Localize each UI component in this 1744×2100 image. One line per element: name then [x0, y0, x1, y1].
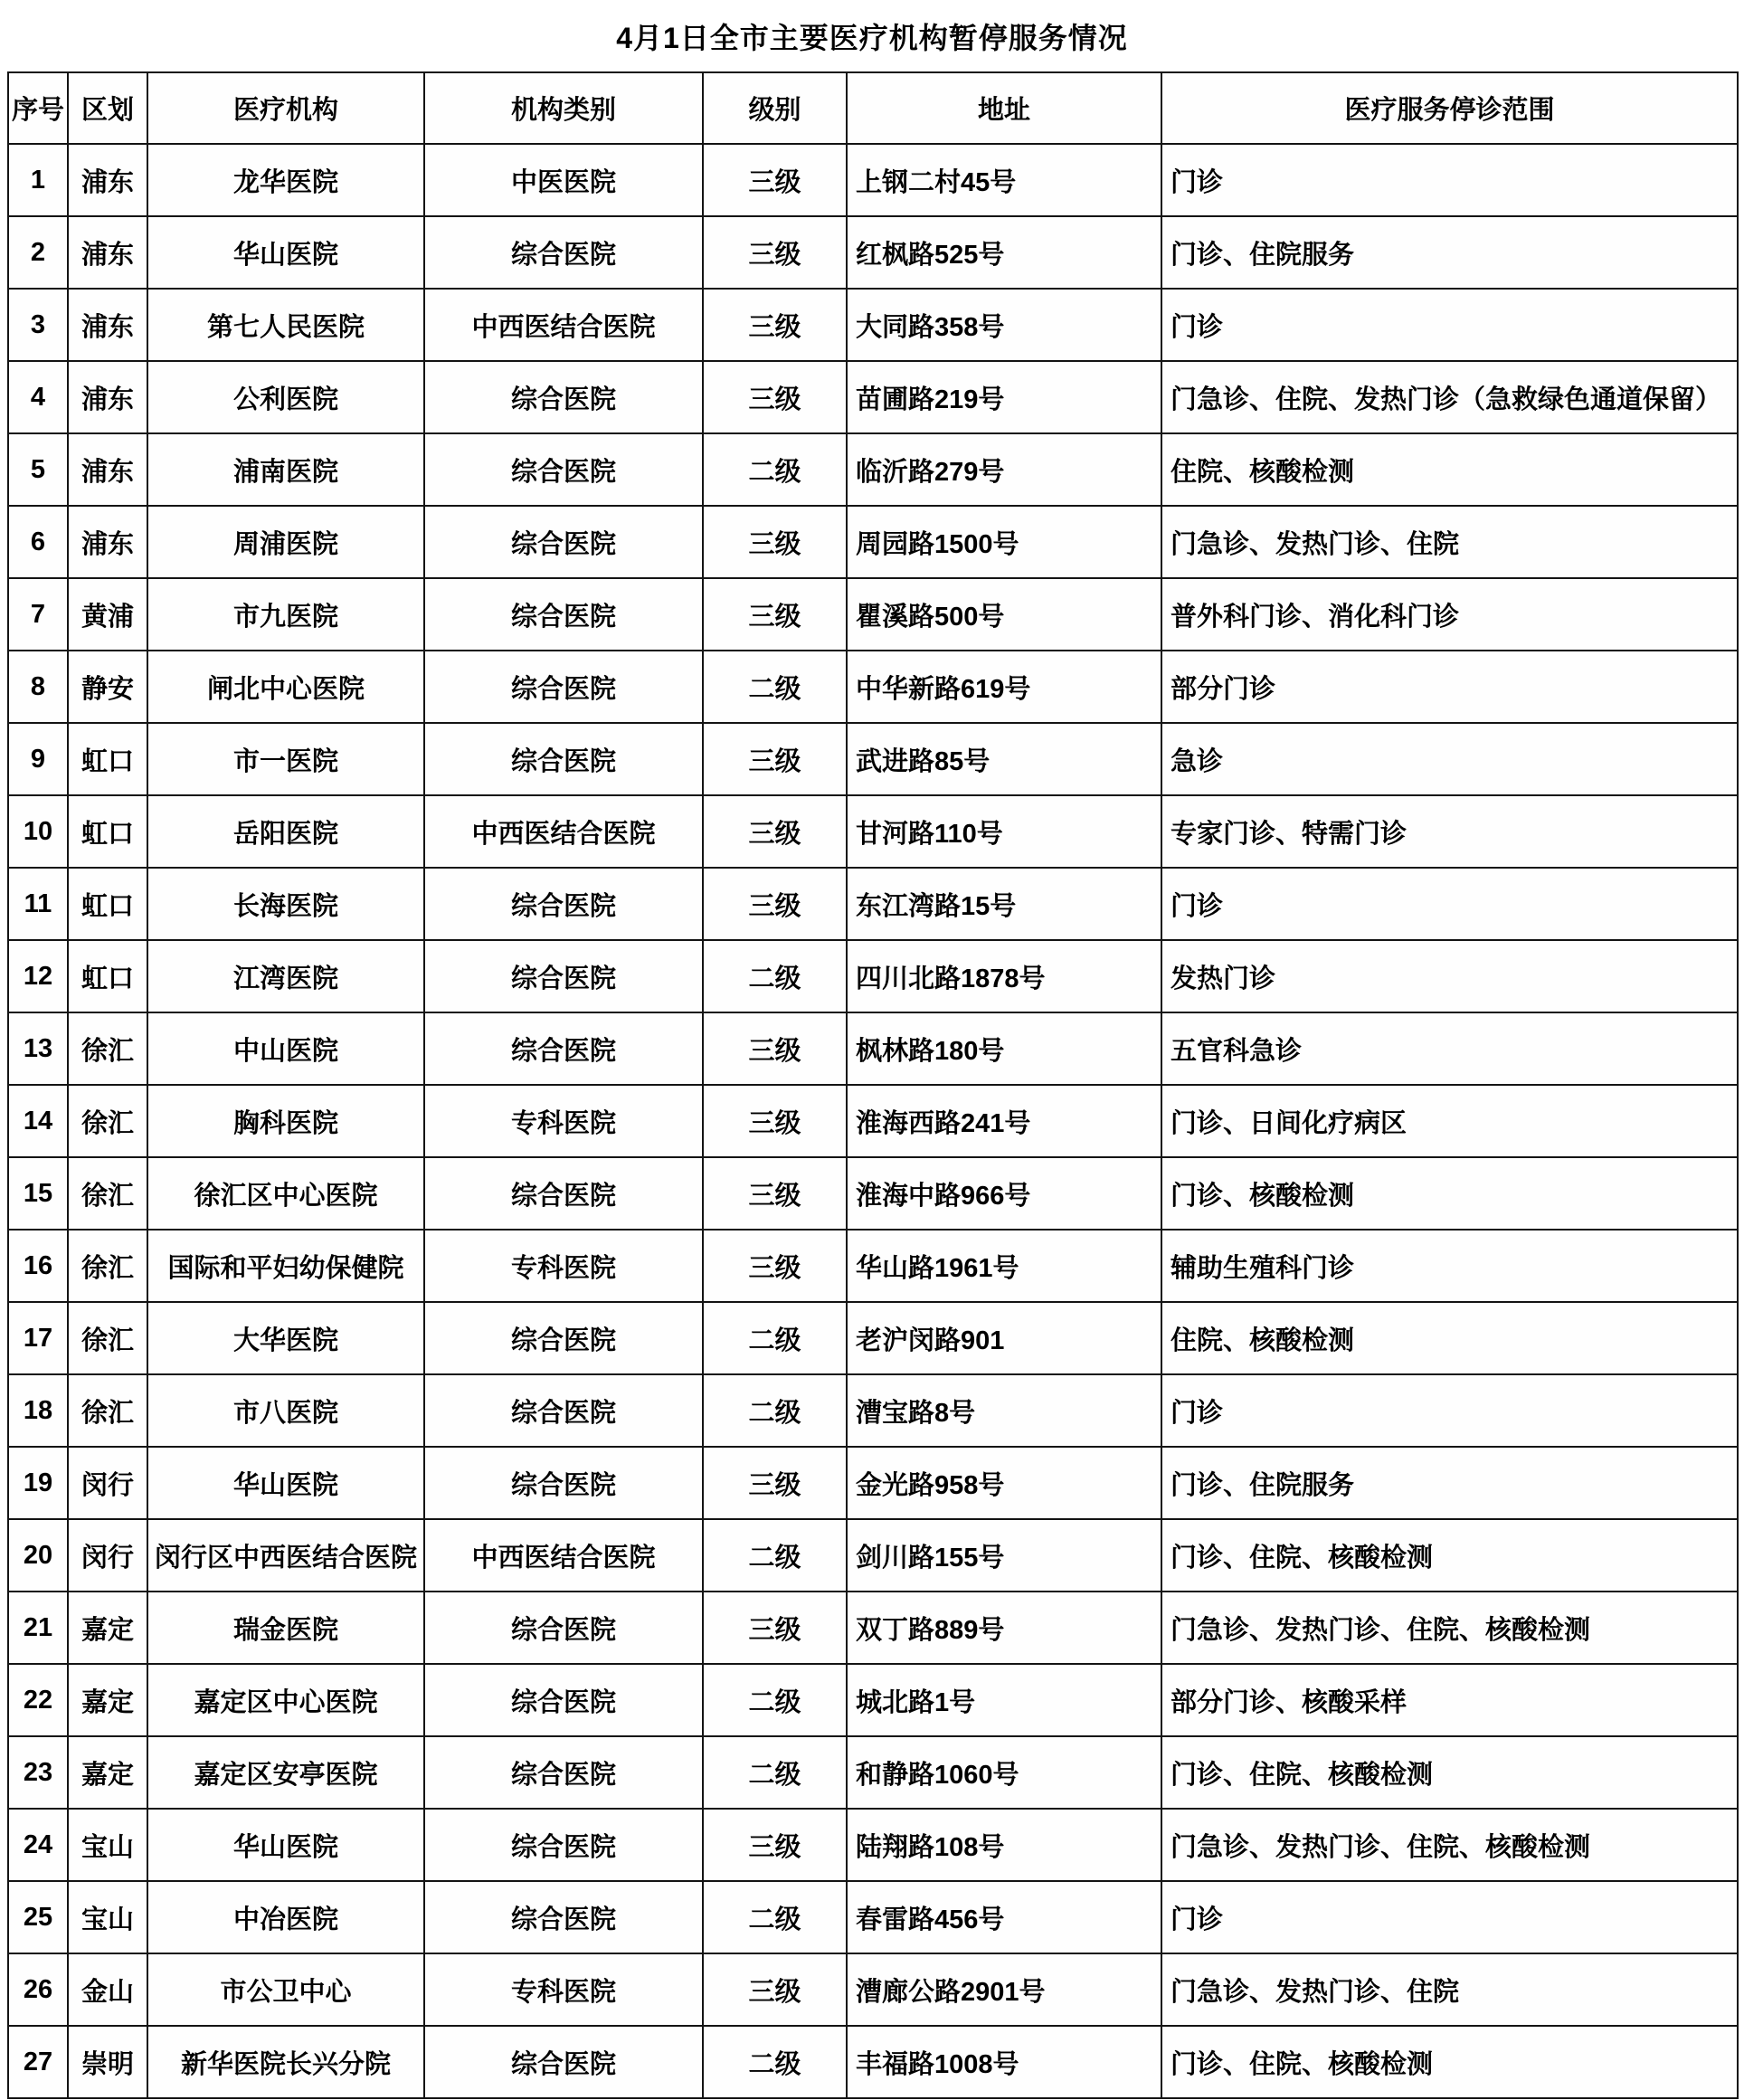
table-cell: 二级: [703, 651, 847, 723]
table-cell: 3: [8, 289, 68, 361]
table-row: [8, 1519, 1738, 1592]
table-cell: 三级: [703, 361, 847, 433]
table-cell: 剑川路155号: [847, 1519, 1161, 1592]
table-cell: 三级: [703, 723, 847, 795]
table-cell: 急诊: [1161, 723, 1738, 795]
table-cell: 21: [8, 1592, 68, 1664]
table-cell: 门诊、核酸检测: [1161, 1157, 1738, 1230]
table-cell: 黄浦: [68, 578, 147, 651]
table-cell: 第七人民医院: [147, 289, 424, 361]
table-row: [8, 1592, 1738, 1664]
table-cell: 2: [8, 216, 68, 289]
table-cell: 门急诊、发热门诊、住院、核酸检测: [1161, 1809, 1738, 1881]
table-row: [8, 1157, 1738, 1230]
table-cell: 门诊: [1161, 289, 1738, 361]
table-cell: 闵行区中西医结合医院: [147, 1519, 424, 1592]
table-row: [8, 1302, 1738, 1374]
table-cell: 宝山: [68, 1809, 147, 1881]
table-row: [8, 506, 1738, 578]
table-cell: 门诊、住院、核酸检测: [1161, 1736, 1738, 1809]
table-cell: 市一医院: [147, 723, 424, 795]
table-cell: 徐汇: [68, 1085, 147, 1157]
table-cell: 4: [8, 361, 68, 433]
table-cell: 门诊、住院、核酸检测: [1161, 1519, 1738, 1592]
table-row: [8, 1447, 1738, 1519]
table-cell: 岳阳医院: [147, 795, 424, 868]
table-cell: 宝山: [68, 1881, 147, 1953]
table-cell: 门诊: [1161, 1881, 1738, 1953]
table-cell: 门急诊、发热门诊、住院: [1161, 1953, 1738, 2026]
table-cell: 国际和平妇幼保健院: [147, 1230, 424, 1302]
table-row: [8, 1664, 1738, 1736]
table-cell: 综合医院: [424, 940, 703, 1012]
table-cell: 市八医院: [147, 1374, 424, 1447]
table-cell: 浦东: [68, 144, 147, 216]
table-cell: 综合医院: [424, 651, 703, 723]
table-cell: 淮海西路241号: [847, 1085, 1161, 1157]
table-cell: 中西医结合医院: [424, 795, 703, 868]
table-cell: 19: [8, 1447, 68, 1519]
table-cell: 门急诊、住院、发热门诊（急救绿色通道保留）: [1161, 361, 1738, 433]
table-cell: 五官科急诊: [1161, 1012, 1738, 1085]
table-cell: 综合医院: [424, 1374, 703, 1447]
table-cell: 中医医院: [424, 144, 703, 216]
table-cell: 金山: [68, 1953, 147, 2026]
table-row: [8, 1374, 1738, 1447]
table-cell: 专科医院: [424, 1085, 703, 1157]
table-cell: 四川北路1878号: [847, 940, 1161, 1012]
table-title: 4月1日全市主要医疗机构暂停服务情况: [616, 21, 1128, 54]
table-cell: 双丁路889号: [847, 1592, 1161, 1664]
table-cell: 金光路958号: [847, 1447, 1161, 1519]
table-header: [8, 72, 1738, 144]
table-cell: 综合医院: [424, 2026, 703, 2098]
table-cell: 综合医院: [424, 1809, 703, 1881]
table-cell: 徐汇: [68, 1012, 147, 1085]
table-cell: 部分门诊、核酸采样: [1161, 1664, 1738, 1736]
table-cell: 龙华医院: [147, 144, 424, 216]
table-cell: 徐汇: [68, 1374, 147, 1447]
table-cell: 门急诊、发热门诊、住院: [1161, 506, 1738, 578]
table-cell: 门诊、住院、核酸检测: [1161, 2026, 1738, 2098]
table-cell: 老沪闵路901: [847, 1302, 1161, 1374]
table-cell: 门诊: [1161, 1374, 1738, 1447]
table-cell: 闵行: [68, 1447, 147, 1519]
table-cell: 综合医院: [424, 506, 703, 578]
table-cell: 二级: [703, 433, 847, 506]
table-cell: 辅助生殖科门诊: [1161, 1230, 1738, 1302]
table-cell: 华山医院: [147, 216, 424, 289]
table-cell: 浦东: [68, 289, 147, 361]
table-cell: 市九医院: [147, 578, 424, 651]
table-row: [8, 1881, 1738, 1953]
table-cell: 二级: [703, 1519, 847, 1592]
table-row: [8, 1736, 1738, 1809]
table-row: [8, 216, 1738, 289]
table-cell: 1: [8, 144, 68, 216]
table-cell: 23: [8, 1736, 68, 1809]
table-cell: 新华医院长兴分院: [147, 2026, 424, 2098]
table-cell: 周园路1500号: [847, 506, 1161, 578]
table-cell: 华山医院: [147, 1447, 424, 1519]
table-cell: 二级: [703, 1736, 847, 1809]
table-cell: 中冶医院: [147, 1881, 424, 1953]
table-cell: 三级: [703, 1157, 847, 1230]
table-cell: 住院、核酸检测: [1161, 433, 1738, 506]
table-cell: 闸北中心医院: [147, 651, 424, 723]
table-cell: 嘉定: [68, 1736, 147, 1809]
table-cell: 东江湾路15号: [847, 868, 1161, 940]
table-cell: 嘉定区中心医院: [147, 1664, 424, 1736]
table-cell: 5: [8, 433, 68, 506]
table-cell: 部分门诊: [1161, 651, 1738, 723]
column-header: 区划: [68, 72, 147, 144]
table-cell: 漕宝路8号: [847, 1374, 1161, 1447]
table-cell: 胸科医院: [147, 1085, 424, 1157]
table-cell: 春雷路456号: [847, 1881, 1161, 1953]
table-cell: 专家门诊、特需门诊: [1161, 795, 1738, 868]
table-cell: 专科医院: [424, 1230, 703, 1302]
table-cell: 三级: [703, 1012, 847, 1085]
column-header: 地址: [847, 72, 1161, 144]
table-cell: 普外科门诊、消化科门诊: [1161, 578, 1738, 651]
table-cell: 综合医院: [424, 1157, 703, 1230]
table-cell: 中西医结合医院: [424, 1519, 703, 1592]
table-cell: 大同路358号: [847, 289, 1161, 361]
table-cell: 6: [8, 506, 68, 578]
table-row: [8, 2026, 1738, 2098]
table-cell: 住院、核酸检测: [1161, 1302, 1738, 1374]
table-cell: 浦东: [68, 216, 147, 289]
column-header: 医疗机构: [147, 72, 424, 144]
table-cell: 虹口: [68, 940, 147, 1012]
table-row: [8, 723, 1738, 795]
table-cell: 二级: [703, 1664, 847, 1736]
table-cell: 13: [8, 1012, 68, 1085]
table-row: [8, 795, 1738, 868]
table-cell: 徐汇区中心医院: [147, 1157, 424, 1230]
table-row: [8, 1809, 1738, 1881]
table-row: [8, 1012, 1738, 1085]
table-cell: 发热门诊: [1161, 940, 1738, 1012]
table-cell: 浦南医院: [147, 433, 424, 506]
header-row: [8, 72, 1738, 144]
table-cell: 红枫路525号: [847, 216, 1161, 289]
table-cell: 嘉定: [68, 1664, 147, 1736]
table-cell: 三级: [703, 289, 847, 361]
table-cell: 甘河路110号: [847, 795, 1161, 868]
table-cell: 淮海中路966号: [847, 1157, 1161, 1230]
table-cell: 综合医院: [424, 723, 703, 795]
table-cell: 综合医院: [424, 1302, 703, 1374]
table-cell: 综合医院: [424, 361, 703, 433]
table-cell: 22: [8, 1664, 68, 1736]
table-cell: 嘉定: [68, 1592, 147, 1664]
table-cell: 三级: [703, 1592, 847, 1664]
table-cell: 门诊、日间化疗病区: [1161, 1085, 1738, 1157]
table-cell: 26: [8, 1953, 68, 2026]
table-cell: 三级: [703, 795, 847, 868]
table-row: [8, 578, 1738, 651]
table-cell: 17: [8, 1302, 68, 1374]
table-cell: 8: [8, 651, 68, 723]
table-cell: 浦东: [68, 361, 147, 433]
table-cell: 武进路85号: [847, 723, 1161, 795]
table-row: [8, 433, 1738, 506]
table-cell: 三级: [703, 506, 847, 578]
table-cell: 浦东: [68, 433, 147, 506]
table-cell: 综合医院: [424, 1736, 703, 1809]
table-row: [8, 940, 1738, 1012]
table-cell: 综合医院: [424, 868, 703, 940]
table-cell: 二级: [703, 1374, 847, 1447]
table-cell: 综合医院: [424, 1881, 703, 1953]
table-cell: 漕廊公路2901号: [847, 1953, 1161, 2026]
service-suspension-table: [7, 71, 1739, 2099]
table-cell: 瑞金医院: [147, 1592, 424, 1664]
table-cell: 27: [8, 2026, 68, 2098]
table-cell: 枫林路180号: [847, 1012, 1161, 1085]
table-cell: 崇明: [68, 2026, 147, 2098]
table-cell: 14: [8, 1085, 68, 1157]
table-cell: 城北路1号: [847, 1664, 1161, 1736]
table-cell: 20: [8, 1519, 68, 1592]
table-row: [8, 1085, 1738, 1157]
table-cell: 闵行: [68, 1519, 147, 1592]
table-cell: 大华医院: [147, 1302, 424, 1374]
table-cell: 三级: [703, 868, 847, 940]
table-row: [8, 651, 1738, 723]
table-cell: 周浦医院: [147, 506, 424, 578]
table-cell: 中西医结合医院: [424, 289, 703, 361]
table-cell: 综合医院: [424, 578, 703, 651]
table-cell: 华山医院: [147, 1809, 424, 1881]
column-header: 机构类别: [424, 72, 703, 144]
table-cell: 16: [8, 1230, 68, 1302]
table-cell: 江湾医院: [147, 940, 424, 1012]
table-cell: 综合医院: [424, 216, 703, 289]
table-cell: 三级: [703, 1230, 847, 1302]
column-header: 医疗服务停诊范围: [1161, 72, 1738, 144]
table-cell: 门急诊、发热门诊、住院、核酸检测: [1161, 1592, 1738, 1664]
table-cell: 三级: [703, 1447, 847, 1519]
table-cell: 门诊: [1161, 144, 1738, 216]
table-cell: 15: [8, 1157, 68, 1230]
table-cell: 徐汇: [68, 1230, 147, 1302]
table-cell: 瞿溪路500号: [847, 578, 1161, 651]
table-cell: 静安: [68, 651, 147, 723]
table-cell: 徐汇: [68, 1157, 147, 1230]
table-body: [8, 144, 1738, 2098]
table-cell: 三级: [703, 578, 847, 651]
table-cell: 华山路1961号: [847, 1230, 1161, 1302]
table-cell: 11: [8, 868, 68, 940]
table-row: [8, 144, 1738, 216]
table-cell: 综合医院: [424, 1012, 703, 1085]
table-cell: 二级: [703, 2026, 847, 2098]
table-cell: 门诊、住院服务: [1161, 216, 1738, 289]
table-cell: 市公卫中心: [147, 1953, 424, 2026]
table-row: [8, 361, 1738, 433]
table-cell: 25: [8, 1881, 68, 1953]
table-cell: 和静路1060号: [847, 1736, 1161, 1809]
table-cell: 二级: [703, 940, 847, 1012]
table-cell: 三级: [703, 1953, 847, 2026]
table-cell: 综合医院: [424, 1664, 703, 1736]
table-cell: 丰福路1008号: [847, 2026, 1161, 2098]
table-cell: 二级: [703, 1302, 847, 1374]
table-cell: 三级: [703, 144, 847, 216]
table-cell: 三级: [703, 216, 847, 289]
column-header: 级别: [703, 72, 847, 144]
table-cell: 浦东: [68, 506, 147, 578]
table-cell: 虹口: [68, 868, 147, 940]
table-cell: 三级: [703, 1085, 847, 1157]
table-row: [8, 1230, 1738, 1302]
table-cell: 综合医院: [424, 1592, 703, 1664]
table-cell: 门诊: [1161, 868, 1738, 940]
table-cell: 长海医院: [147, 868, 424, 940]
table-cell: 7: [8, 578, 68, 651]
table-cell: 上钢二村45号: [847, 144, 1161, 216]
table-cell: 专科医院: [424, 1953, 703, 2026]
table-cell: 门诊、住院服务: [1161, 1447, 1738, 1519]
column-header: 序号: [8, 72, 68, 144]
table-cell: 12: [8, 940, 68, 1012]
table-cell: 徐汇: [68, 1302, 147, 1374]
table-cell: 18: [8, 1374, 68, 1447]
table-row: [8, 1953, 1738, 2026]
table-cell: 嘉定区安亭医院: [147, 1736, 424, 1809]
table-cell: 公利医院: [147, 361, 424, 433]
table-cell: 临沂路279号: [847, 433, 1161, 506]
table-cell: 24: [8, 1809, 68, 1881]
table-row: [8, 289, 1738, 361]
table-cell: 9: [8, 723, 68, 795]
table-cell: 虹口: [68, 795, 147, 868]
table-cell: 苗圃路219号: [847, 361, 1161, 433]
table-cell: 二级: [703, 1881, 847, 1953]
table-cell: 综合医院: [424, 1447, 703, 1519]
table-cell: 陆翔路108号: [847, 1809, 1161, 1881]
table-cell: 虹口: [68, 723, 147, 795]
table-row: [8, 868, 1738, 940]
table-cell: 三级: [703, 1809, 847, 1881]
table-cell: 中山医院: [147, 1012, 424, 1085]
table-cell: 10: [8, 795, 68, 868]
table-cell: 中华新路619号: [847, 651, 1161, 723]
table-cell: 综合医院: [424, 433, 703, 506]
